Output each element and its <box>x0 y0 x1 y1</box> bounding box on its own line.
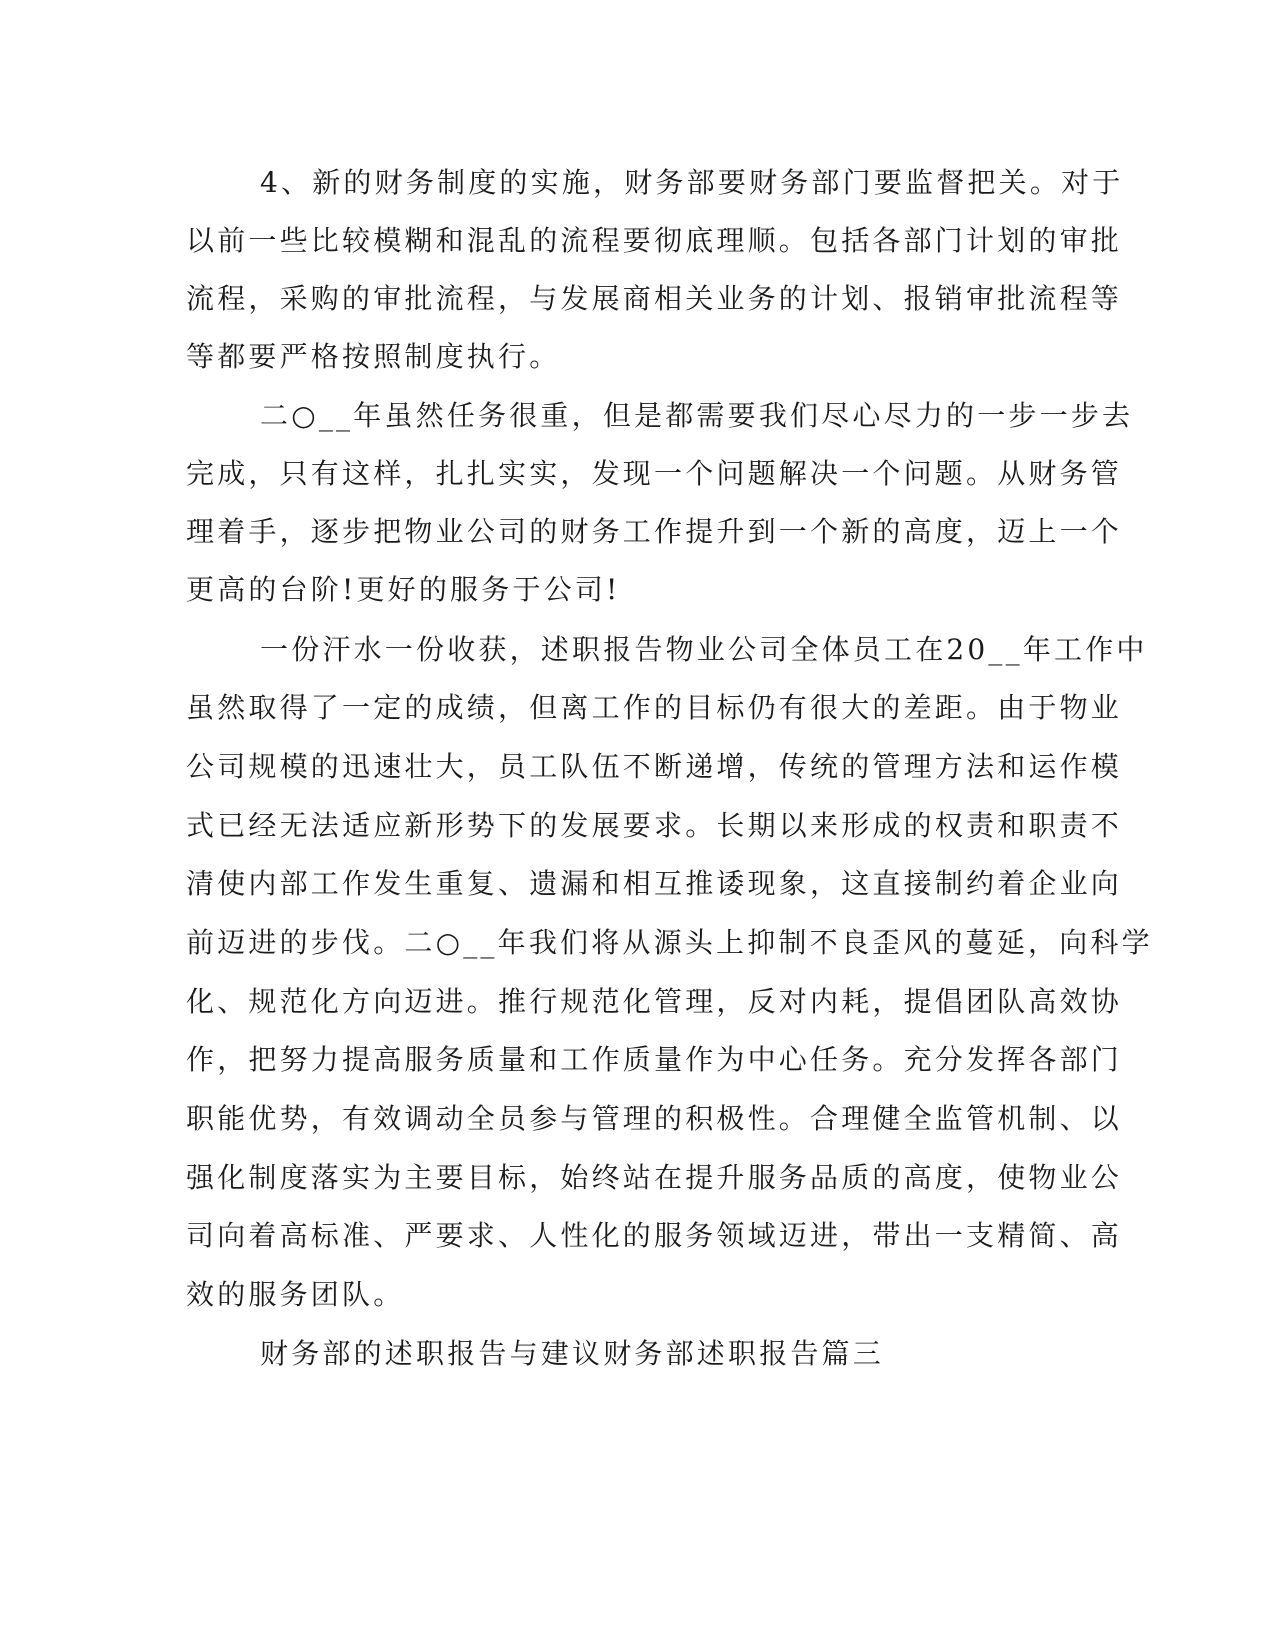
paragraph-3-line-1: 一份汗水一份收获，述职报告物业公司全体员工在20__年工作中 <box>260 633 1148 666</box>
paragraph-1-line-4: 等都要严格按照制度执行。 <box>186 340 561 373</box>
paragraph-3-line-4: 式已经无法适应新形势下的发展要求。长期以来形成的权责和职责不 <box>186 809 1123 842</box>
paragraph-3-line-8: 作，把努力提高服务质量和工作质量作为中心任务。充分发挥各部门 <box>186 1043 1123 1076</box>
paragraph-3-line-3: 公司规模的迅速壮大，员工队伍不断递增，传统的管理方法和运作模 <box>186 750 1123 783</box>
paragraph-3-line-7: 化、规范化方向迈进。推行规范化管理，反对内耗，提倡团队高效协 <box>186 985 1123 1018</box>
paragraph-3-line-2: 虽然取得了一定的成绩，但离工作的目标仍有很大的差距。由于物业 <box>186 691 1123 724</box>
paragraph-3-line-12: 效的服务团队。 <box>186 1278 405 1311</box>
paragraph-2-line-2: 完成，只有这样，扎扎实实，发现一个问题解决一个问题。从财务管 <box>186 457 1123 490</box>
section-heading: 财务部的述职报告与建议财务部述职报告篇三 <box>260 1337 885 1370</box>
paragraph-3-line-11: 司向着高标准、严要求、人性化的服务领域迈进，带出一支精简、高 <box>186 1219 1123 1252</box>
paragraph-1-line-1: 4、新的财务制度的实施，财务部要财务部门要监督把关。对于 <box>260 166 1124 199</box>
paragraph-2-line-1: 二○__年虽然任务很重，但是都需要我们尽心尽力的一步一步去 <box>260 399 1134 432</box>
paragraph-3-line-9: 职能优势，有效调动全员参与管理的积极性。合理健全监管机制、以 <box>186 1102 1123 1135</box>
paragraph-3-line-5: 清使内部工作发生重复、遗漏和相互推诿现象，这直接制约着企业向 <box>186 867 1123 900</box>
paragraph-3-line-6: 前迈进的步伐。二○__年我们将从源头上抑制不良歪风的蔓延，向科学 <box>186 926 1153 959</box>
paragraph-3-line-10: 强化制度落实为主要目标，始终站在提升服务品质的高度，使物业公 <box>186 1161 1123 1194</box>
paragraph-2-line-3: 理着手，逐步把物业公司的财务工作提升到一个新的高度，迈上一个 <box>186 515 1123 548</box>
paragraph-1-line-3: 流程，采购的审批流程，与发展商相关业务的计划、报销审批流程等 <box>186 282 1123 315</box>
paragraph-2-line-4: 更高的台阶!更好的服务于公司! <box>186 573 621 606</box>
paragraph-1-line-2: 以前一些比较模糊和混乱的流程要彻底理顺。包括各部门计划的审批 <box>186 224 1123 257</box>
